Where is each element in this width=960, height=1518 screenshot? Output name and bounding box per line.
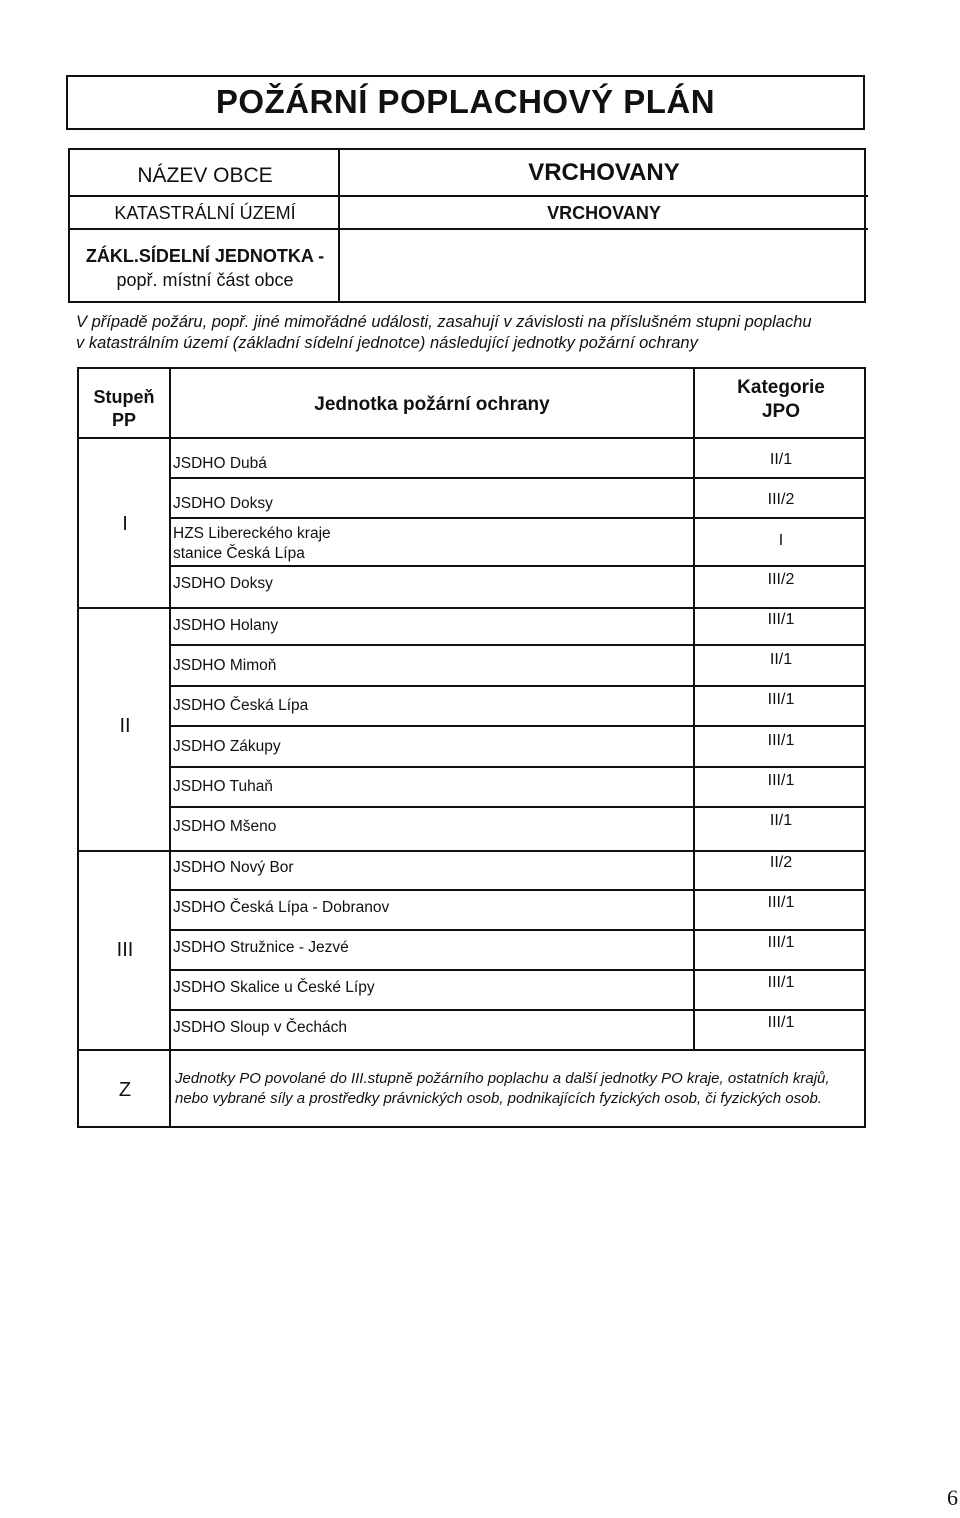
unit-name: HZS Libereckého kraje (173, 525, 331, 542)
katastr-value: VRCHOVANY (547, 203, 661, 223)
unit-name: JSDHO Stružnice - Jezvé (173, 939, 349, 956)
unit-category: III/1 (767, 1014, 795, 1031)
zsj-sublabel: popř. místní část obce (116, 270, 294, 290)
row-divider (169, 1009, 866, 1011)
unit-name: JSDHO Česká Lípa - Dobranov (173, 899, 390, 916)
unit-category: III/1 (767, 691, 795, 708)
row-divider (169, 766, 866, 768)
unit-name: stanice Česká Lípa (173, 545, 305, 562)
page-number: 6 (947, 1485, 958, 1510)
z-note-line-1: Jednotky PO povolané do III.stupně požárního poplachu a další jednotky PO kraje, ostatních krajů, (175, 1070, 830, 1087)
obec-label: NÁZEV OBCE (137, 164, 273, 187)
unit-name: JSDHO Mšeno (173, 818, 277, 835)
unit-category: II/1 (769, 812, 793, 829)
row-divider (169, 806, 866, 808)
header-pp: PP (111, 410, 136, 430)
unit-name: JSDHO Dubá (173, 455, 267, 472)
stupen-label: I (122, 513, 128, 535)
group-divider (79, 1049, 866, 1051)
z-note-line-2: nebo vybrané síly a prostředky právnických osob, podnikajících fyzických osob, či fyzických osob. (175, 1090, 822, 1107)
unit-category: II/1 (769, 451, 793, 468)
alarm-units-table (77, 367, 866, 1128)
group-divider (79, 607, 866, 609)
header-stupen: Stupeň (93, 387, 155, 407)
unit-name: JSDHO Holany (173, 617, 279, 634)
header-jpo: JPO (761, 401, 801, 422)
group-divider (79, 850, 866, 852)
stupen-label: III (116, 939, 134, 961)
unit-name: JSDHO Doksy (173, 495, 273, 512)
intro-line-1: V případě požáru, popř. jiné mimořádné události, zasahují v závislosti na příslušném stupni poplachu (76, 313, 812, 331)
unit-category: I (778, 532, 784, 549)
unit-name: JSDHO Mimoň (173, 657, 277, 674)
unit-name: JSDHO Česká Lípa (173, 697, 309, 714)
title-box (66, 75, 865, 130)
header-divider (79, 437, 866, 439)
col-divider (169, 369, 171, 1128)
unit-category: III/1 (767, 974, 795, 991)
unit-name: JSDHO Sloup v Čechách (173, 1019, 348, 1036)
unit-category: III/1 (767, 611, 795, 628)
row-divider (169, 517, 866, 519)
obec-value: VRCHOVANY (528, 159, 680, 186)
municipality-info-table (68, 148, 866, 303)
unit-name: JSDHO Skalice u České Lípy (173, 979, 375, 996)
unit-category: III/2 (767, 571, 795, 588)
intro-line-2: v katastrálním území (základní sídelní jednotce) následující jednotky požární ochrany (76, 334, 698, 352)
row-divider (169, 725, 866, 727)
unit-name: JSDHO Zákupy (173, 738, 281, 755)
page-title: POŽÁRNÍ POPLACHOVÝ PLÁN (215, 83, 716, 120)
info-divider (70, 195, 868, 197)
header-jednotka: Jednotka požární ochrany (314, 394, 550, 415)
zsj-label: ZÁKL.SÍDELNÍ JEDNOTKA - (85, 246, 325, 266)
unit-category: III/1 (767, 772, 795, 789)
unit-name: JSDHO Doksy (173, 575, 273, 592)
unit-category: II/1 (769, 651, 793, 668)
unit-category: III/1 (767, 894, 795, 911)
row-divider (169, 929, 866, 931)
unit-category: II/2 (769, 854, 793, 871)
stupen-label: II (119, 715, 131, 737)
row-divider (169, 889, 866, 891)
row-divider (169, 685, 866, 687)
katastr-label: KATASTRÁLNÍ ÚZEMÍ (114, 203, 296, 223)
row-divider (169, 969, 866, 971)
row-divider (169, 565, 866, 567)
unit-name: JSDHO Nový Bor (173, 859, 294, 876)
info-divider (70, 228, 868, 230)
unit-category: III/1 (767, 934, 795, 951)
stupen-label: Z (118, 1079, 132, 1101)
unit-category: III/2 (767, 491, 795, 508)
row-divider (169, 644, 866, 646)
unit-name: JSDHO Tuhaň (173, 778, 273, 795)
header-kategorie: Kategorie (737, 377, 825, 398)
unit-category: III/1 (767, 732, 795, 749)
row-divider (169, 477, 866, 479)
